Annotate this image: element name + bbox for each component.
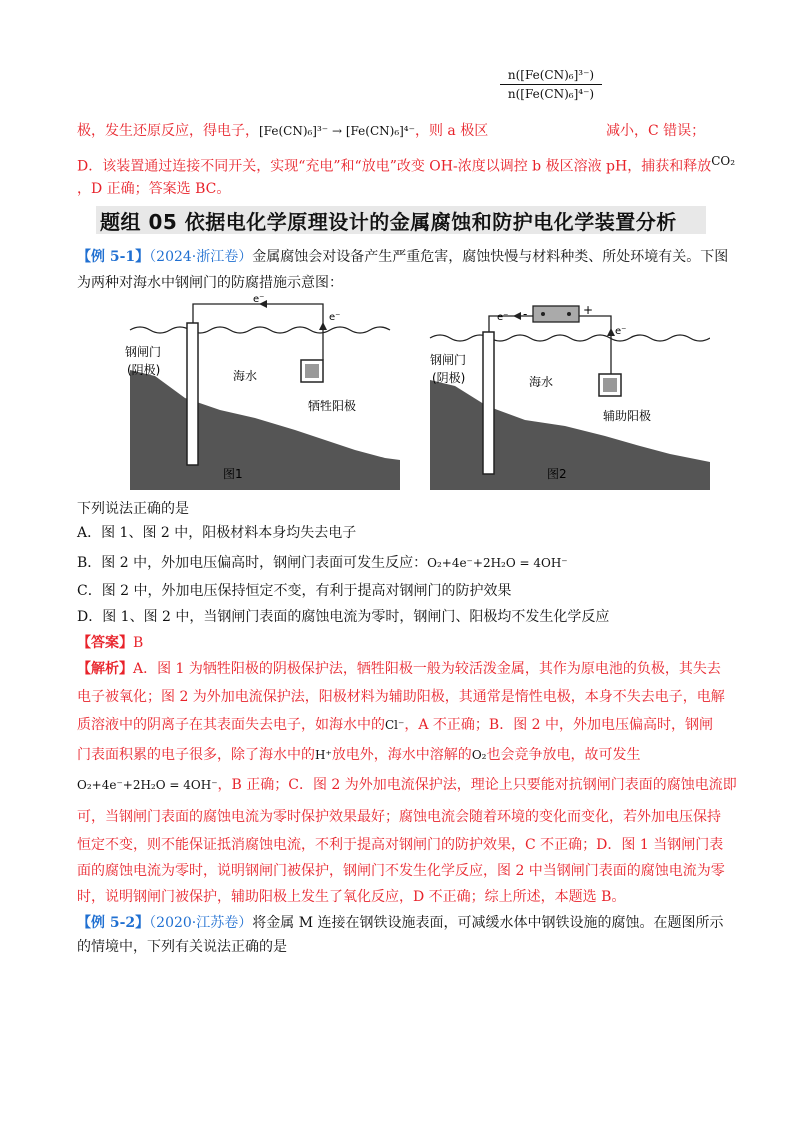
fig2-caption: 图2	[547, 467, 567, 481]
wire-2-right	[579, 316, 611, 374]
top-line-1	[77, 120, 488, 140]
option-a: A．图 1、图 2 中，阳极材料本身均失去电子	[77, 525, 357, 541]
arrow-left-2	[513, 312, 521, 320]
example-5-1-stem	[77, 246, 728, 266]
fig2-water-label: 海水	[529, 375, 554, 389]
top-line-1-c: 减小，C 错误；	[606, 123, 706, 139]
fraction-bar	[500, 84, 602, 85]
analysis-line-1	[77, 658, 721, 678]
example-5-1-source: （2024·浙江卷）	[149, 249, 253, 265]
fig2-electron-side: e⁻	[615, 326, 627, 337]
analysis-line-2: 电子被氧化；图 2 为外加电流保护法，阳极材料为辅助阳极，其通常是惰性电极，本身不失去电子，电解	[77, 689, 725, 705]
power-terminal-negative	[541, 312, 545, 316]
answer-label: 【答案】	[77, 635, 133, 651]
example-5-2-stem-1: 将金属 M 连接在钢铁设施表面，可减缓水体中钢铁设施的腐蚀。在题图所示	[252, 915, 724, 931]
option-b-formula: O₂+4e⁻+2H₂O = 4OH⁻	[427, 556, 568, 570]
analysis-text-3b: ，A 不正确；B．图 2 中，外加电压偏高时，钢闸	[404, 717, 714, 733]
analysis-text-3a: 质溶液中的阴离子在其表面失去电子，如海水中的	[77, 717, 385, 733]
arrow-up-1	[319, 322, 327, 330]
analysis-line-4	[77, 744, 640, 764]
fig1-electron-side: e⁻	[329, 312, 341, 323]
power-terminal-positive	[567, 312, 571, 316]
fig1-anode-label: 牺牲阳极	[308, 399, 357, 413]
analysis-text-4a: 门表面积累的电子很多，除了海水中的	[77, 747, 315, 763]
analysis-line-8: 面的腐蚀电流为零时，说明钢闸门被保护，钢闸门不发生化学反应，图 2 中当钢闸门表面的腐蚀电流为零	[77, 863, 725, 879]
auxiliary-anode-core	[603, 378, 617, 392]
section-heading: 题组 05 依据电化学原理设计的金属腐蚀和防护电化学装置分析	[100, 210, 677, 234]
seabed-2	[430, 380, 710, 490]
fig1-gate-label: 钢闸门	[125, 345, 162, 359]
fig1-electron-top: e⁻	[253, 294, 265, 305]
steel-gate-2	[483, 332, 494, 474]
top-line-3: ，D 正确；答案选 BC。	[77, 181, 231, 197]
water-surface-wave-2	[430, 335, 710, 341]
fig1-caption: 图1	[223, 467, 243, 481]
answer-value: B	[133, 635, 144, 651]
sacrificial-anode-core	[305, 364, 319, 378]
concentration-ratio-fraction	[500, 68, 602, 101]
option-b	[77, 552, 568, 572]
arrow-up-2	[607, 328, 615, 336]
chloride-formula: Cl⁻	[385, 718, 405, 732]
example-5-2-stem	[77, 912, 724, 932]
top-line-1-b: ，则 a 极区	[414, 123, 489, 139]
analysis-label: 【解析】	[77, 661, 133, 677]
analysis-line-5	[77, 774, 737, 794]
option-c: C．图 2 中，外加电压保持恒定不变，有利于提高对钢闸门的防护效果	[77, 583, 512, 599]
fe-cn-formula: [Fe(CN)₆]³⁻ → [Fe(CN)₆]⁴⁻	[259, 124, 415, 138]
analysis-formula: O₂+4e⁻+2H₂O = 4OH⁻	[77, 778, 218, 792]
analysis-line-7: 恒定不变，则不能保证抵消腐蚀电流，不利于提高对钢闸门的防护效果，C 不正确；D．图 1 当钢闸门表	[77, 837, 724, 853]
analysis-text-4c: 也会竞争放电，故可发生	[486, 747, 641, 763]
water-surface-wave-1	[130, 327, 390, 333]
answer-line	[77, 632, 143, 652]
hydrogen-ion-formula: H⁺	[315, 748, 332, 762]
fig1-gate-role: (阴极)	[127, 363, 161, 377]
analysis-text-5b: ，B 正确；C．图 2 为外加电流保护法，理论上只要能对抗钢闸门表面的腐蚀电流即	[217, 777, 737, 793]
analysis-line-3	[77, 714, 713, 734]
fig2-plus: +	[583, 303, 594, 317]
analysis-line-9: 时，说明钢闸门被保护，辅助阳极上发生了氧化反应，D 不正确；综上所述，本题选 B。	[77, 889, 626, 905]
steel-gate-1	[187, 323, 198, 465]
fig2-anode-label: 辅助阳极	[603, 409, 652, 423]
top-line-2	[77, 154, 735, 176]
example-5-1-stem-1: 金属腐蚀会对设备产生严重危害，腐蚀快慢与材料种类、所处环境有关。下图	[252, 249, 729, 265]
example-5-2-source: （2020·江苏卷）	[149, 915, 253, 931]
example-5-2-stem-2: 的情境中，下列有关说法正确的是	[77, 939, 287, 955]
example-5-2-label: 【例 5-2】	[77, 915, 150, 931]
figure-2-impressed-current	[425, 290, 710, 490]
fig1-water-label: 海水	[233, 369, 258, 383]
fraction-numerator: n([Fe(CN)₆]³⁻)	[507, 68, 595, 82]
top-line-2-text: D．该装置通过连接不同开关，实现“充电”和“放电”改变 OH-浓度以调控 b 极区溶液 pH，捕获和释放	[77, 158, 712, 175]
example-5-1-label: 【例 5-1】	[77, 249, 150, 265]
fig2-gate-role: (阴极)	[432, 371, 466, 385]
power-supply	[533, 306, 579, 322]
analysis-text-4b: 放电外，海水中溶解的	[331, 747, 472, 763]
top-line-1-a: 极，发生还原反应，得电子，	[77, 123, 259, 139]
fig2-gate-label: 钢闸门	[430, 353, 467, 367]
option-b-text: B．图 2 中，外加电压偏高时，钢闸门表面可发生反应：	[77, 555, 428, 571]
fraction-denominator: n([Fe(CN)₆]⁴⁻)	[507, 87, 595, 101]
figure-1-sacrificial-anode	[125, 290, 400, 490]
seabed-1	[130, 370, 400, 490]
oxygen-formula: O₂	[471, 748, 487, 762]
option-d: D．图 1、图 2 中，当钢闸门表面的腐蚀电流为零时，钢闸门、阳极均不发生化学反应	[77, 609, 610, 625]
question-prompt: 下列说法正确的是	[77, 501, 189, 517]
co2-formula: CO₂	[711, 154, 736, 168]
fig2-minus: -	[523, 307, 528, 321]
wire-1	[193, 304, 323, 360]
example-5-1-stem-2: 为两种对海水中钢闸门的防腐措施示意图：	[77, 275, 343, 291]
analysis-text-1: A．图 1 为牺牲阳极的阴极保护法，牺牲阳极一般为较活泼金属，其作为原电池的负极，其失去	[133, 661, 721, 677]
fig2-electron-left: e⁻	[497, 312, 509, 323]
analysis-line-6: 可，当钢闸门表面的腐蚀电流为零时保护效果最好；腐蚀电流会随着环境的变化而变化，若外加电压保持	[77, 809, 721, 825]
